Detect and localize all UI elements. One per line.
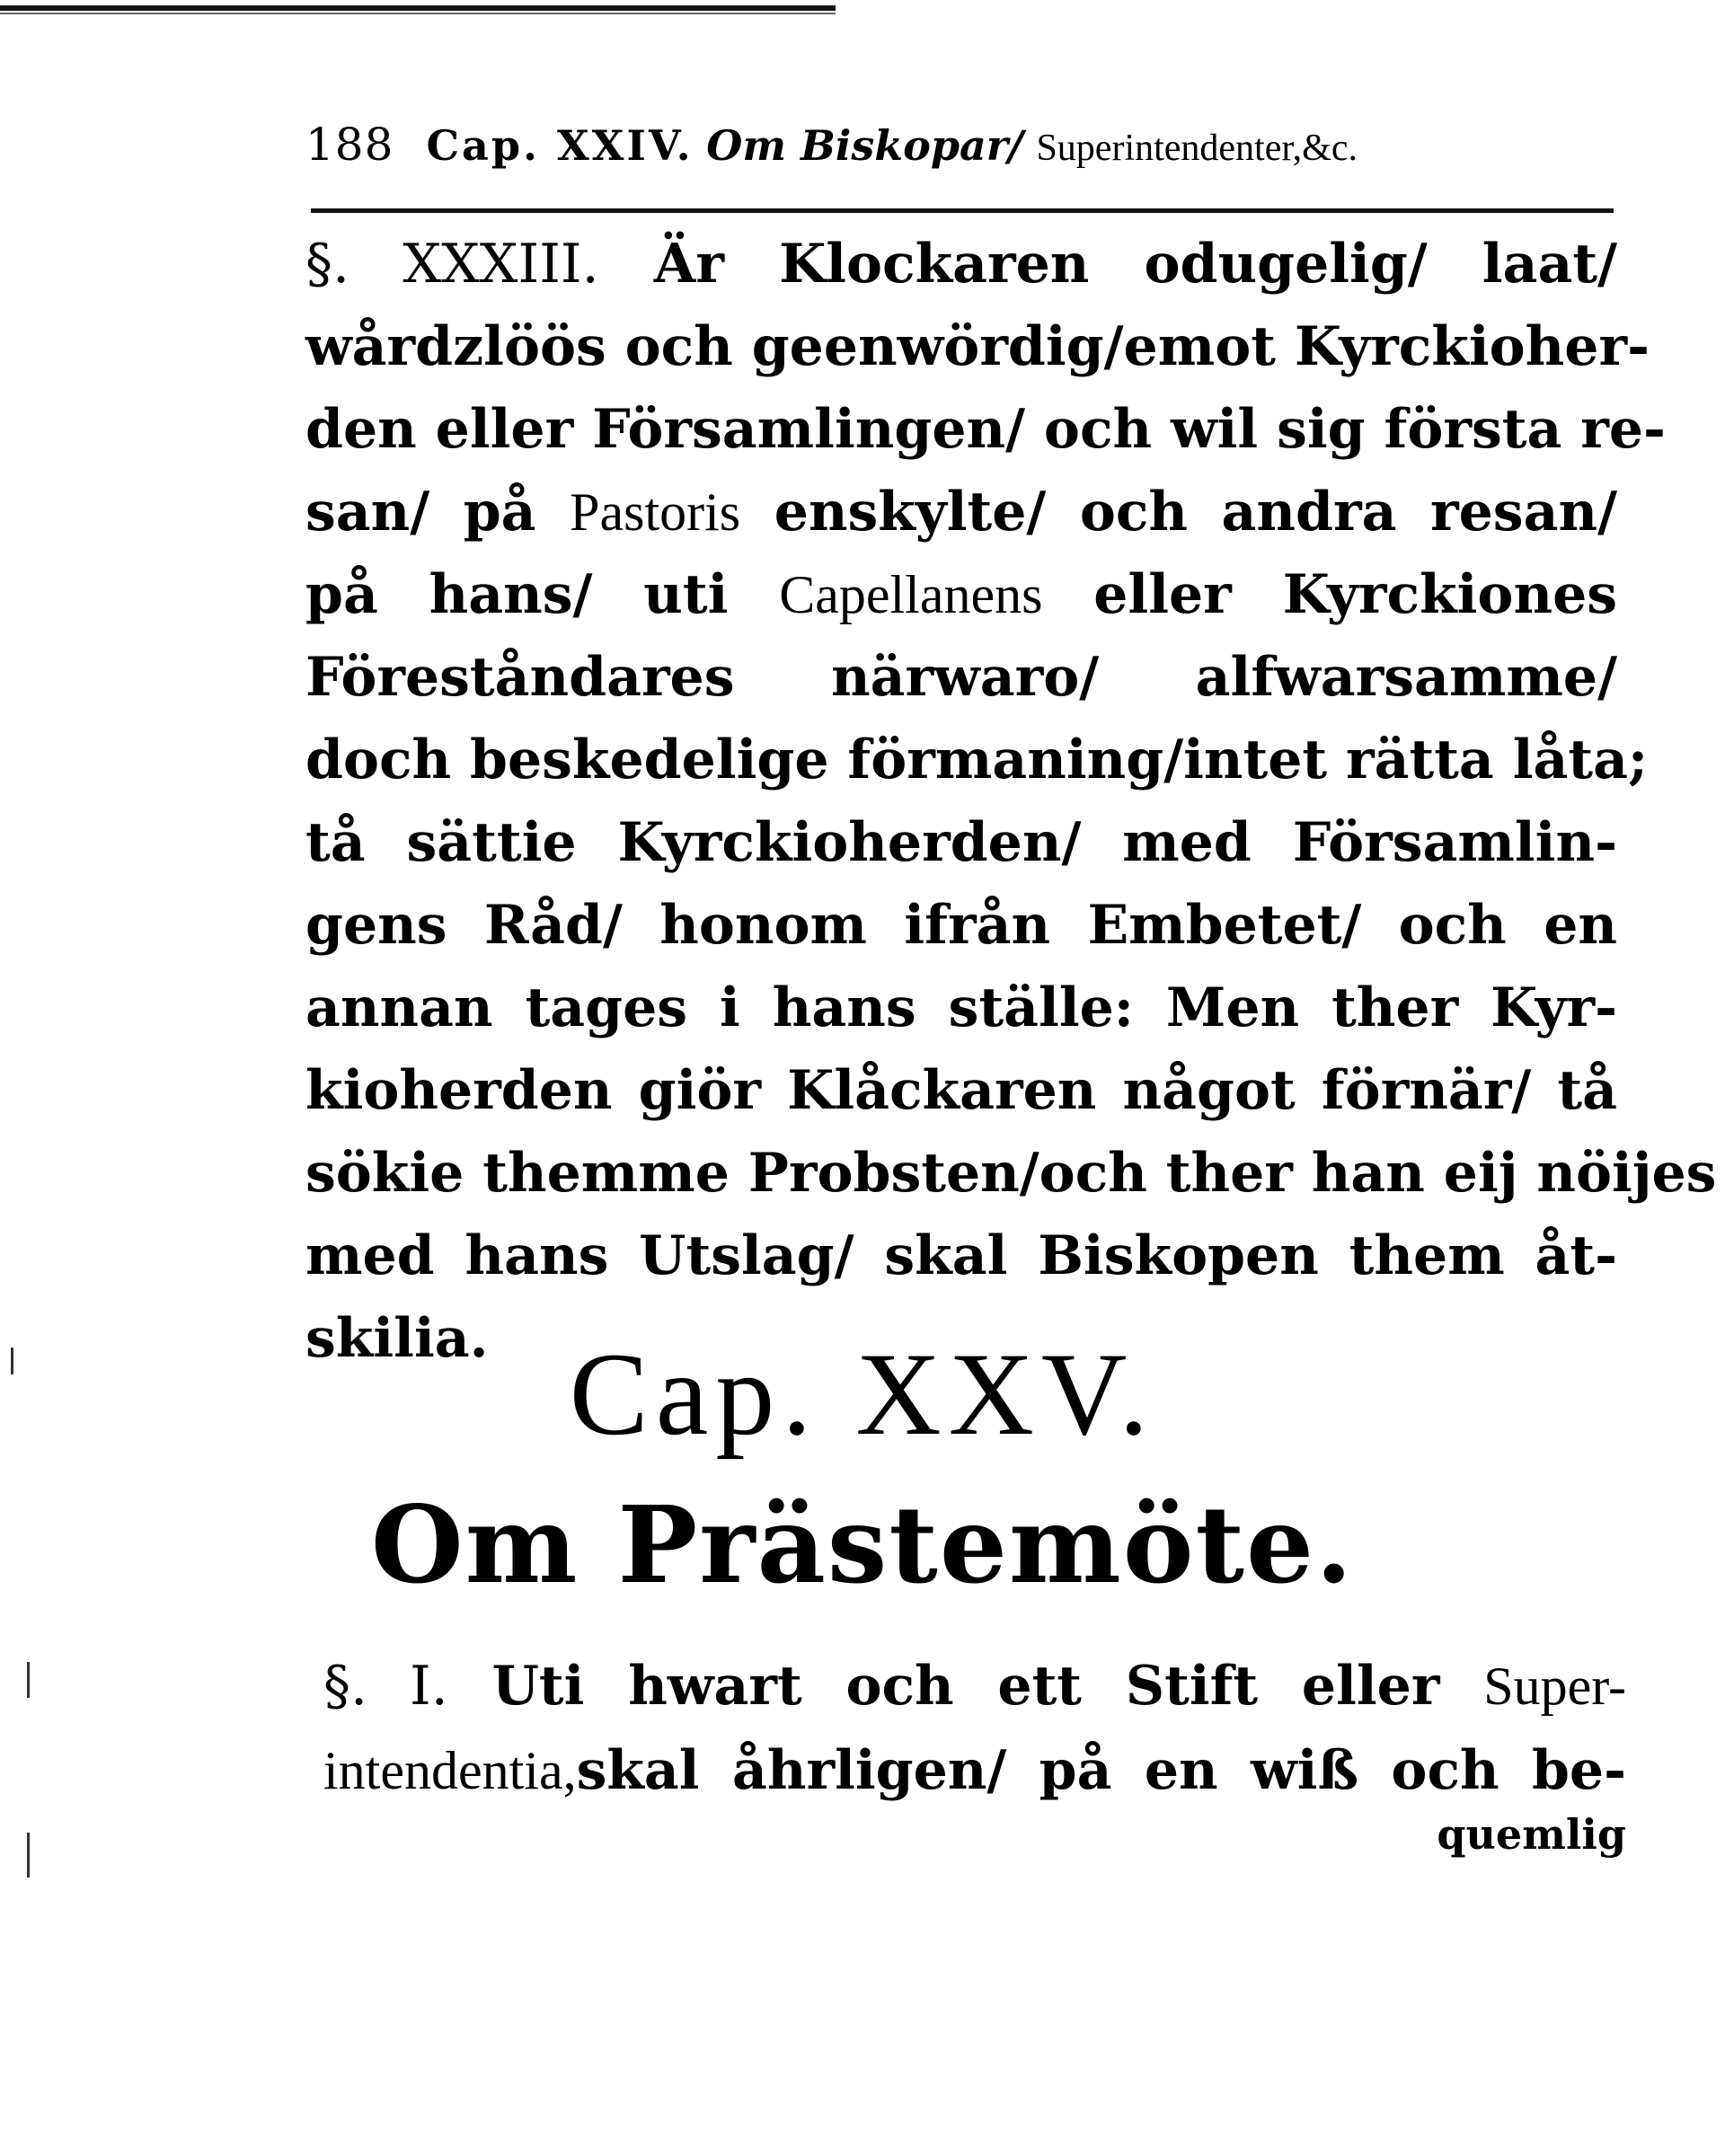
text-line: kioherden giör Klåckaren något förnär/ tå bbox=[305, 1059, 1617, 1122]
running-title-latin: Superintendenter,&c. bbox=[1036, 128, 1358, 169]
margin-mark bbox=[11, 1348, 13, 1374]
text-line: san/ på Pastoris enskylte/ och andra resan/ bbox=[305, 481, 1618, 543]
text-line: annan tages i hans ställe: Men ther Kyr- bbox=[305, 976, 1617, 1039]
running-chapter: Cap. XXIV. bbox=[426, 121, 694, 170]
text-line: på hans/ uti Capellanens eller Kyrckiones bbox=[305, 563, 1618, 626]
header-rule bbox=[311, 208, 1614, 213]
running-header bbox=[305, 119, 1626, 171]
text-line: tå sättie Kyrckioherden/ med Församlin- bbox=[305, 811, 1617, 874]
page-number: 188 bbox=[305, 119, 394, 171]
section-number: §. XXXIII. bbox=[305, 233, 599, 296]
running-title bbox=[426, 121, 1358, 170]
text-line: intendentia,skal åhrligen/ på en wiß och be- bbox=[323, 1739, 1626, 1802]
section-1-paragraph bbox=[323, 1644, 1626, 1813]
text-line: §. I. Uti hwart och ett Stift eller Super- bbox=[323, 1655, 1627, 1718]
text-line: doch beskedelige förmaning/intet rätta låta; bbox=[305, 729, 1649, 791]
chapter-title: Cap. XXV. bbox=[569, 1328, 1156, 1460]
text-line: gens Råd/ honom ifrån Embetet/ och en bbox=[305, 894, 1617, 957]
running-title-blackletter: Om Biskopar/ bbox=[706, 121, 1023, 170]
text-line: §. XXXIII. Är Klockaren odugelig/ laat/ bbox=[305, 233, 1617, 296]
scan-edge bbox=[0, 13, 836, 14]
text-line: skilia. bbox=[305, 1307, 489, 1370]
text-line: sökie themme Probsten/och ther han eij nöijes bbox=[305, 1142, 1717, 1205]
scan-edge bbox=[0, 5, 836, 11]
section-number: §. I. bbox=[323, 1655, 448, 1718]
margin-mark bbox=[27, 1662, 30, 1698]
text-line: med hans Utslag/ skal Biskopen them åt- bbox=[305, 1224, 1617, 1287]
margin-mark bbox=[27, 1833, 30, 1878]
section-33-paragraph bbox=[305, 223, 1717, 1380]
text-line: Föreståndares närwaro/ alfwarsamme/ bbox=[305, 646, 1617, 709]
text-line: wårdzlöös och geenwördig/emot Kyrckioher- bbox=[305, 315, 1650, 378]
chapter-subtitle: Om Prästemöte. bbox=[370, 1482, 1355, 1607]
text-line: den eller Församlingen/ och wil sig första re- bbox=[305, 398, 1666, 461]
catchword: quemlig bbox=[1437, 1810, 1626, 1859]
